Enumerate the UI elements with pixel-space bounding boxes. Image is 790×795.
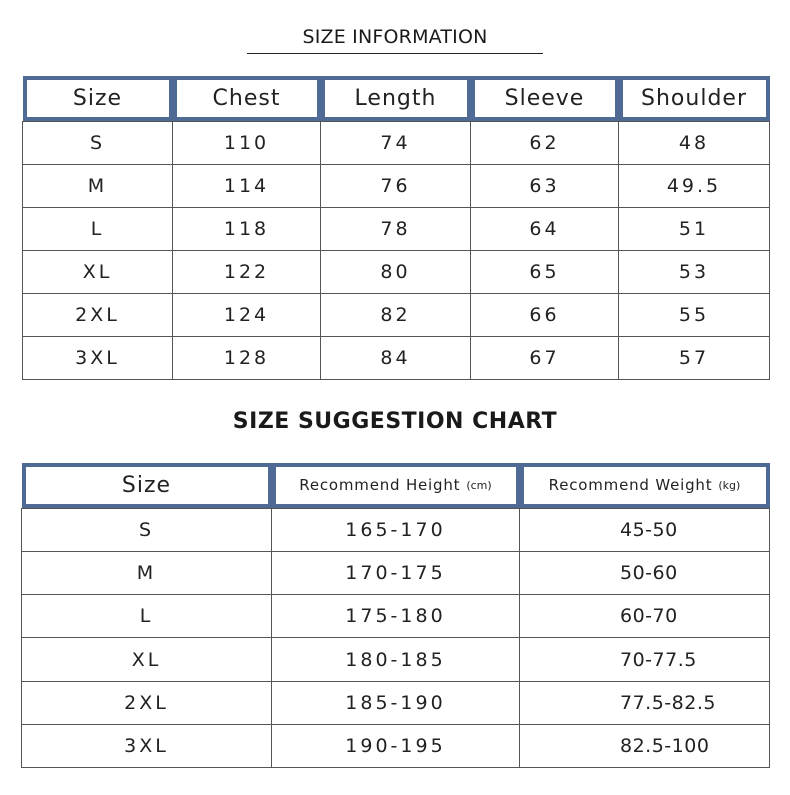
cell-weight: 70-77.5: [520, 638, 770, 681]
table-header-row: [23, 76, 770, 121]
cell-height: 185-190: [272, 681, 520, 724]
size-information-table: [22, 76, 770, 380]
cell-size: XL: [23, 250, 173, 293]
weight-unit: (kg): [718, 478, 741, 492]
header-sleeve: Sleeve: [471, 76, 619, 121]
cell-height: 190-195: [272, 724, 520, 767]
header-size: Size: [22, 463, 272, 508]
cell-shoulder: 48: [619, 121, 770, 164]
table-row: [23, 164, 770, 207]
table-header-row: [22, 463, 770, 508]
cell-weight: 60-70: [520, 595, 770, 638]
cell-size: 2XL: [23, 293, 173, 336]
cell-length: 76: [321, 164, 471, 207]
cell-shoulder: 51: [619, 207, 770, 250]
header-length: Length: [321, 76, 471, 121]
cell-chest: 114: [173, 164, 321, 207]
cell-length: 82: [321, 293, 471, 336]
cell-weight: 77.5-82.5: [520, 681, 770, 724]
cell-height: 175-180: [272, 595, 520, 638]
table-row: [22, 551, 770, 594]
cell-chest: 118: [173, 207, 321, 250]
table-row: [22, 508, 770, 551]
height-unit: (cm): [466, 478, 492, 492]
cell-height: 180-185: [272, 638, 520, 681]
cell-chest: 110: [173, 121, 321, 164]
cell-size: M: [23, 164, 173, 207]
cell-length: 74: [321, 121, 471, 164]
cell-size: L: [22, 595, 272, 638]
cell-size: 3XL: [22, 724, 272, 767]
table-row: [23, 293, 770, 336]
size-information-title: SIZE INFORMATION: [247, 24, 543, 54]
cell-size: S: [22, 508, 272, 551]
cell-size: 2XL: [22, 681, 272, 724]
cell-shoulder: 53: [619, 250, 770, 293]
cell-weight: 50-60: [520, 551, 770, 594]
cell-sleeve: 64: [471, 207, 619, 250]
cell-length: 84: [321, 336, 471, 379]
cell-sleeve: 66: [471, 293, 619, 336]
cell-shoulder: 49.5: [619, 164, 770, 207]
cell-length: 80: [321, 250, 471, 293]
size-suggestion-title: SIZE SUGGESTION CHART: [232, 409, 558, 434]
cell-shoulder: 57: [619, 336, 770, 379]
table-row: [23, 336, 770, 379]
cell-height: 165-170: [272, 508, 520, 551]
table-row: [22, 724, 770, 767]
cell-size: M: [22, 551, 272, 594]
table-row: [23, 207, 770, 250]
cell-size: S: [23, 121, 173, 164]
cell-sleeve: 62: [471, 121, 619, 164]
header-recommend-weight: Recommend Weight (kg): [520, 463, 770, 508]
cell-weight: 45-50: [520, 508, 770, 551]
header-recommend-height: Recommend Height (cm): [272, 463, 520, 508]
table-row: [22, 681, 770, 724]
cell-sleeve: 63: [471, 164, 619, 207]
cell-height: 170-175: [272, 551, 520, 594]
cell-sleeve: 65: [471, 250, 619, 293]
cell-size: L: [23, 207, 173, 250]
cell-sleeve: 67: [471, 336, 619, 379]
header-shoulder: Shoulder: [619, 76, 770, 121]
header-size: Size: [23, 76, 173, 121]
table-row: [22, 595, 770, 638]
table-row: [23, 121, 770, 164]
cell-shoulder: 55: [619, 293, 770, 336]
cell-chest: 128: [173, 336, 321, 379]
cell-weight: 82.5-100: [520, 724, 770, 767]
cell-chest: 122: [173, 250, 321, 293]
cell-size: XL: [22, 638, 272, 681]
cell-size: 3XL: [23, 336, 173, 379]
size-suggestion-table: [21, 463, 770, 768]
table-row: [22, 638, 770, 681]
header-chest: Chest: [173, 76, 321, 121]
table-row: [23, 250, 770, 293]
cell-length: 78: [321, 207, 471, 250]
cell-chest: 124: [173, 293, 321, 336]
